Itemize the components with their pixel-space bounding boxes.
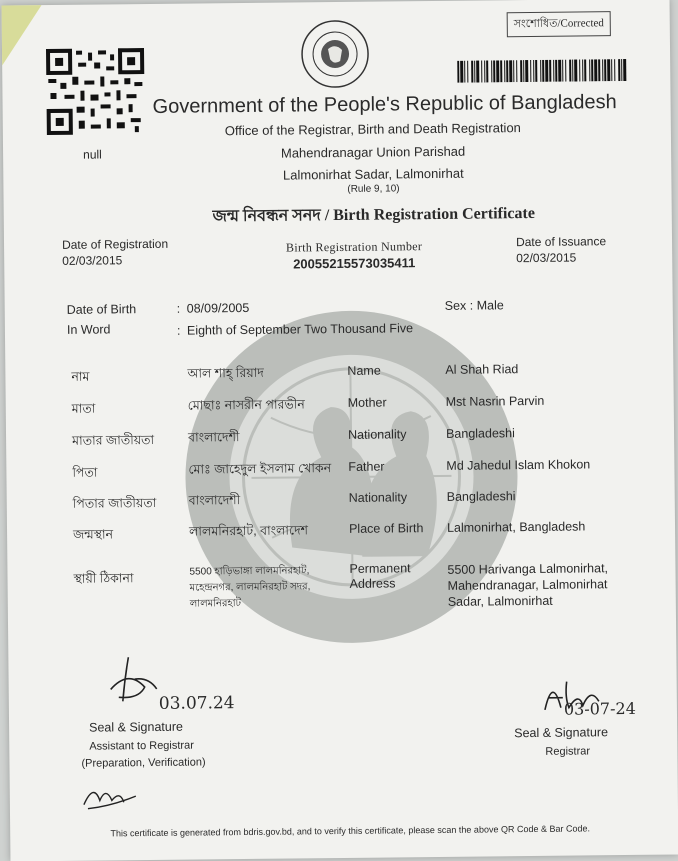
birth-registration-number: 20055215573035411	[293, 255, 416, 272]
mother-en-value: Mst Nasrin Parvin	[445, 393, 545, 409]
qr-caption: null	[83, 147, 102, 162]
name-bn-value: আল শাহ্ রিয়াদ	[187, 365, 264, 381]
dob-label: Date of Birth	[66, 302, 137, 317]
left-signature-date: 03.07.24	[158, 693, 235, 714]
left-note: (Preparation, Verification)	[81, 756, 206, 770]
father-nationality-bn-value: বাংলাদেশী	[188, 493, 241, 508]
father-nationality-bn-label: পিতার জাতীয়তা	[72, 495, 157, 511]
folder-corner	[2, 5, 43, 65]
certificate-title: জন্ম নিবন্ধন সনদ / Birth Registration Certificate	[212, 204, 536, 226]
mother-en-label: Mother	[347, 395, 387, 410]
registration-date-value: 02/03/2015	[62, 253, 123, 268]
issuance-date-label: Date of Issuance	[515, 234, 607, 250]
permanent-address-en-label-2: Address	[349, 576, 396, 591]
father-bn-value: মোঃ জাহেদুল ইসলাম খোকন	[188, 461, 332, 477]
father-bn-label: পিতা	[72, 465, 98, 480]
permanent-address-bn-line1: 5500 হাড়িভাঙ্গা লালমনিরহাট,	[189, 565, 310, 578]
permanent-address-en-line2: Mahendranagar, Lalmonirhat	[447, 577, 608, 593]
mother-nationality-en-value: Bangladeshi	[445, 426, 515, 441]
inword-colon: :	[176, 323, 181, 338]
qr-code[interactable]	[44, 46, 147, 137]
left-seal-label: Seal & Signature	[89, 719, 183, 735]
birthplace-bn-value: লালমনিরহাট, বাংলাদেশ	[188, 523, 309, 539]
barcode[interactable]	[457, 59, 627, 83]
birthplace-en-label: Place of Birth	[348, 521, 424, 536]
union-name: Mahendranagar Union Parishad	[280, 143, 466, 161]
registration-date-label: Date of Registration	[61, 236, 169, 252]
office-address: Lalmonirhat Sadar, Lalmonirhat	[282, 165, 464, 183]
right-role: Registrar	[545, 745, 591, 758]
permanent-address-en-line1: 5500 Harivanga Lalmonirhat,	[447, 561, 609, 577]
name-en-value: Al Shah Riad	[445, 362, 519, 377]
initials-scribble	[80, 776, 140, 812]
certificate-paper	[2, 0, 678, 861]
left-role: Assistant to Registrar	[89, 739, 194, 753]
inword-value: Eighth of September Two Thousand Five	[186, 321, 414, 338]
birth-registration-number-label: Birth Registration Number	[285, 239, 423, 255]
father-en-label: Father	[348, 459, 385, 474]
footer-note: This certificate is generated from bdris.gov.bd, and to verify this certificate, please scan the above QR Code & Bar Code.	[110, 823, 591, 839]
permanent-address-bn-line3: লালমনিরহাট	[189, 598, 242, 610]
permanent-address-bn-line2: মহেন্দ্রনগর, লালমনিরহাট সদর,	[189, 581, 311, 594]
father-nationality-en-label: Nationality	[348, 490, 408, 505]
inword-label: In Word	[66, 322, 111, 337]
father-en-value: Md Jahedul Islam Khokon	[446, 457, 591, 473]
dob-value: 08/09/2005	[186, 300, 250, 316]
birthplace-en-value: Lalmonirhat, Bangladesh	[446, 519, 586, 535]
corrected-stamp: সংশোধিত/Corrected	[507, 11, 611, 37]
mother-nationality-bn-label: মাতার জাতীয়তা	[72, 432, 155, 448]
government-seal	[300, 19, 371, 90]
mother-bn-label: মাতা	[71, 401, 96, 416]
issuance-date-value: 02/03/2015	[516, 250, 577, 266]
mother-nationality-bn-value: বাংলাদেশী	[187, 430, 240, 445]
office-name: Office of the Registrar, Birth and Death Registration	[224, 120, 521, 139]
father-nationality-en-value: Bangladeshi	[446, 489, 516, 504]
permanent-address-bn-label: স্থায়ী ঠিকানা	[73, 571, 134, 586]
dob-colon: :	[176, 301, 181, 316]
rule-reference: (Rule 9, 10)	[347, 183, 400, 195]
name-bn-label: নাম	[71, 369, 90, 384]
permanent-address-en-label-1: Permanent	[349, 561, 411, 576]
name-en-label: Name	[347, 363, 381, 378]
permanent-address-en-line3: Sadar, Lalmonirhat	[447, 593, 553, 609]
mother-nationality-en-label: Nationality	[347, 427, 407, 442]
sex-value: Sex : Male	[444, 298, 504, 313]
government-title: Government of the People's Republic of Bangladesh	[152, 91, 617, 118]
right-seal-label: Seal & Signature	[514, 725, 609, 741]
birthplace-bn-label: জন্মস্থান	[73, 527, 114, 542]
right-signature-date: 03-07-24	[563, 698, 636, 719]
mother-bn-value: মোছাঃ নাসরীন পারভীন	[187, 397, 305, 413]
